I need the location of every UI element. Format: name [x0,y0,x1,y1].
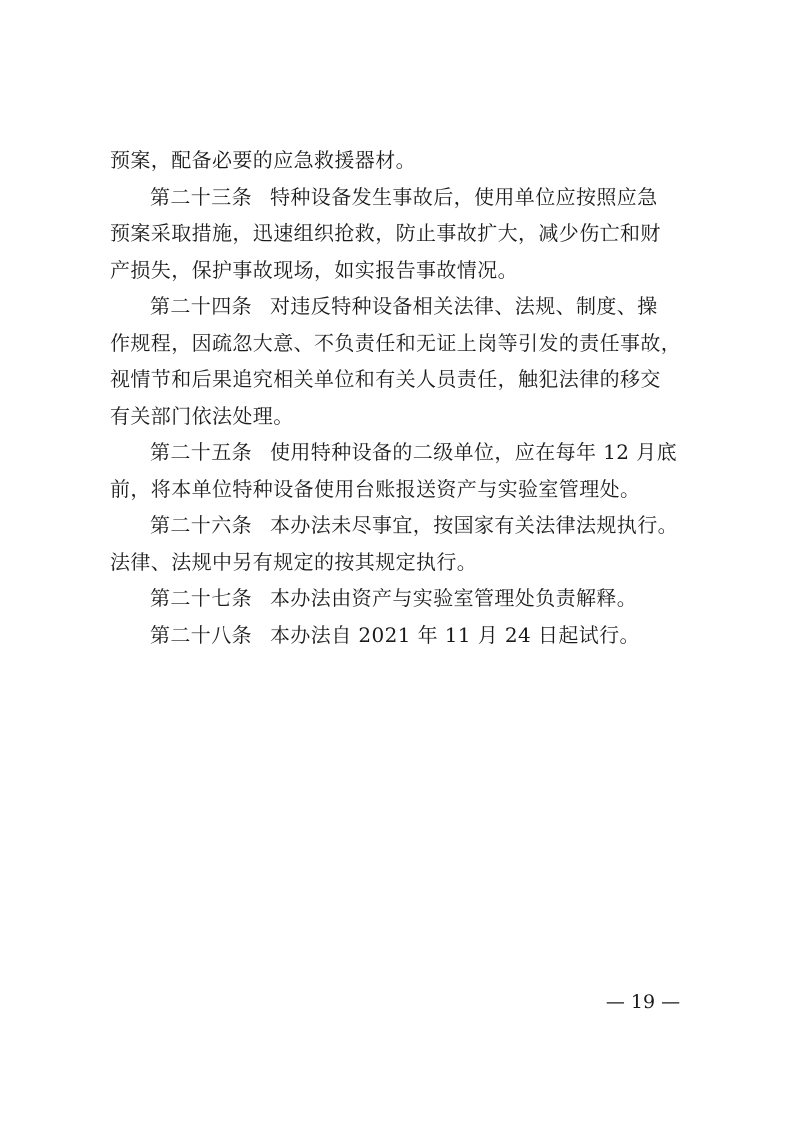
page-number: 19 [630,991,656,1013]
text-line [110,142,684,179]
line-text: 视情节和后果追究相关单位和有关人员责任，触犯法律的移交 [110,367,661,391]
page-number-footer [598,988,688,1016]
article-heading: 第二十六条 [150,513,252,537]
article-27-line [110,580,684,617]
article-25-line [110,434,684,471]
article-heading: 第二十四条 [150,294,252,318]
document-body [110,142,684,653]
article-heading: 第二十五条 [150,440,252,464]
line-text: 作规程，因疏忽大意、不负责任和无证上岗等引发的责任事故， [110,330,682,355]
article-heading: 第二十八条 [150,622,252,647]
text-line [110,252,684,289]
line-text: 前，将本单位特种设备使用台账报送资产与实验室管理处。 [110,476,641,501]
line-text: 产损失，保护事故现场，如实报告事故情况。 [110,257,518,282]
line-text: 本办法由资产与实验室管理处负责解释。 [270,586,638,610]
line-text: 特种设备发生事故后，使用单位应按照应急 [270,184,658,209]
text-line [110,398,684,435]
text-line [110,325,684,362]
page-dash-left: — [605,991,625,1013]
text-line [110,544,684,581]
article-23-line [110,179,684,216]
text-line [110,471,684,508]
line-text: 有关部门依法处理。 [110,403,294,428]
line-text: 法律、法规中另有规定的按其规定执行。 [110,549,478,574]
line-text: 本办法自 2021 年 11 月 24 日起试行。 [270,622,640,647]
article-26-line [110,507,684,544]
page-dash-right: — [661,991,681,1013]
article-heading: 第二十三条 [150,184,252,209]
line-text: 对违反特种设备相关法律、法规、制度、操 [270,294,658,318]
article-heading: 第二十七条 [150,586,252,610]
line-text: 预案，配备必要的应急救援器材。 [110,148,416,172]
text-line [110,215,684,252]
line-text: 本办法未尽事宜，按国家有关法律法规执行。 [270,513,678,537]
text-line [110,361,684,398]
line-text: 预案采取措施，迅速组织抢救，防止事故扩大，减少伤亡和财 [110,221,661,245]
line-text: 使用特种设备的二级单位，应在每年 12 月底 [270,440,677,464]
article-24-line [110,288,684,325]
article-28-line [110,617,684,654]
